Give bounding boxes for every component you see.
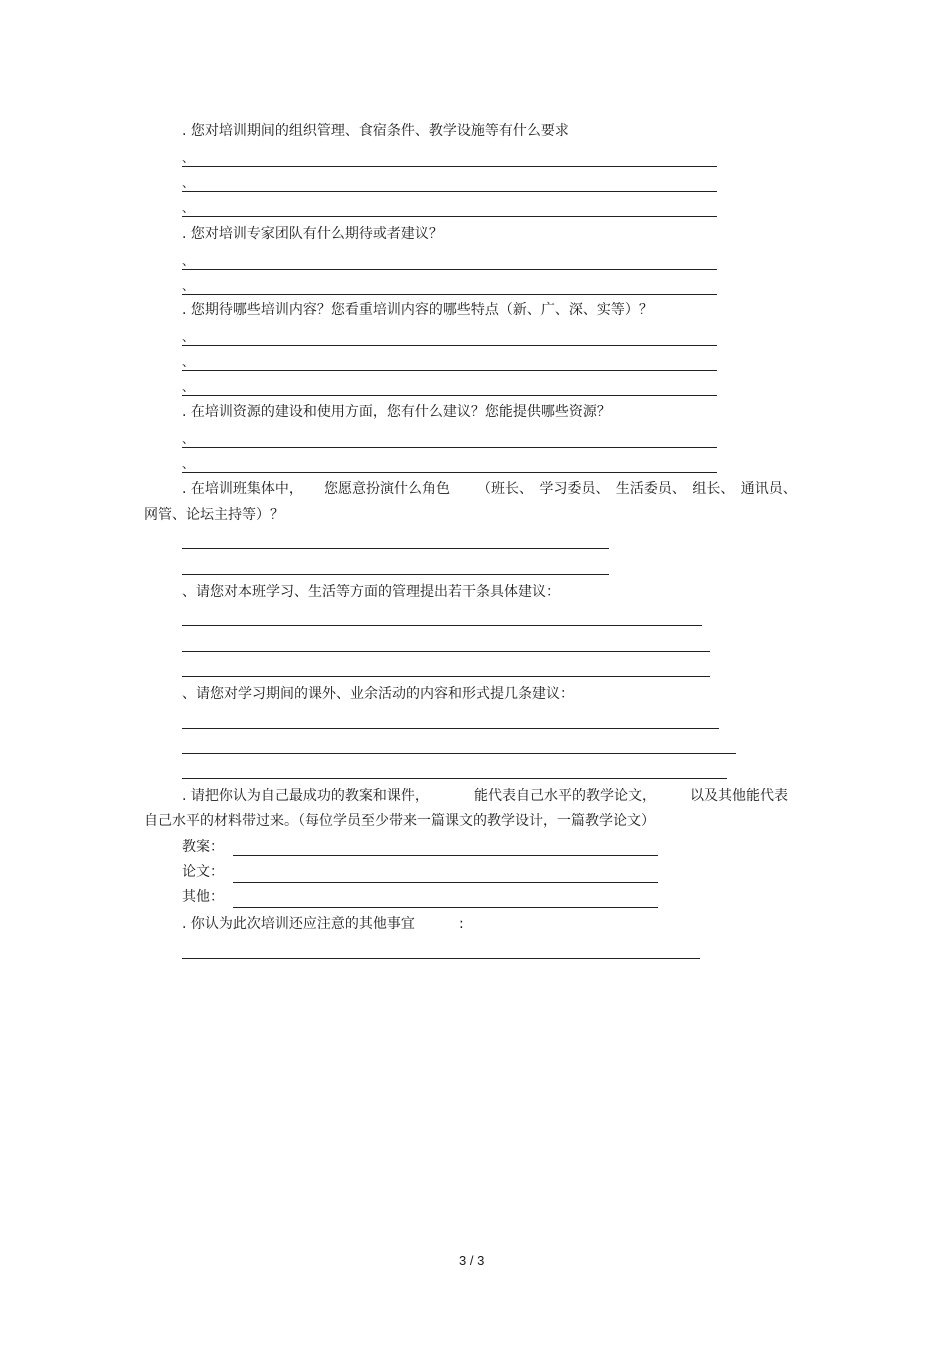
answer-line[interactable] — [182, 625, 702, 626]
question-2: . 您对培训专家团队有什么期待或者建议？ — [182, 226, 443, 242]
question-5-part-3: （班长、 学习委员、 生活委员、 组长、 通讯员、 — [477, 481, 797, 497]
question-8-part-3: 以及其他能代表 — [690, 788, 788, 804]
answer-line[interactable] — [182, 651, 710, 652]
question-5-part-1: . 在培训班集体中， — [182, 481, 303, 497]
lunwen-field[interactable] — [233, 882, 658, 883]
question-9: . 你认为此次培训还应注意的其他事宜 — [182, 916, 415, 932]
answer-line[interactable] — [182, 395, 717, 396]
answer-line[interactable] — [182, 548, 609, 549]
answer-mark: 、 — [182, 355, 195, 369]
answer-line[interactable] — [182, 728, 719, 729]
field-label-jiaoan: 教案： — [182, 839, 224, 855]
question-5-line-2: 网管、论坛主持等）？ — [144, 507, 284, 523]
answer-line[interactable] — [182, 269, 717, 270]
question-6: 、请您对本班学习、生活等方面的管理提出若干条具体建议： — [182, 584, 560, 600]
answer-mark: 、 — [182, 457, 195, 471]
question-5-part-2: 您愿意扮演什么角色 — [324, 481, 450, 497]
field-label-qita: 其他： — [182, 889, 224, 905]
answer-line[interactable] — [182, 191, 717, 192]
question-8-line-2: 自己水平的材料带过来。（每位学员至少带来一篇课文的教学设计，一篇教学论文） — [144, 813, 655, 829]
answer-mark: 、 — [182, 151, 195, 165]
qita-field[interactable] — [233, 907, 658, 908]
answer-line[interactable] — [182, 753, 736, 754]
answer-line[interactable] — [182, 472, 717, 473]
answer-line[interactable] — [182, 447, 717, 448]
answer-mark: 、 — [182, 201, 195, 215]
page-number: 3 / 3 — [459, 1253, 485, 1268]
answer-mark: 、 — [182, 330, 195, 344]
answer-mark: 、 — [182, 254, 195, 268]
question-3: . 您期待哪些培训内容？您看重培训内容的哪些特点（新、广、深、实等）？ — [182, 302, 653, 318]
question-8-part-1: . 请把你认为自己最成功的教案和课件， — [182, 788, 429, 804]
question-7: 、请您对学习期间的课外、业余活动的内容和形式提几条建议： — [182, 686, 574, 702]
jiaoan-field[interactable] — [233, 855, 658, 856]
answer-line[interactable] — [182, 574, 609, 575]
answer-mark: 、 — [182, 432, 195, 446]
question-9-colon: : — [459, 916, 464, 932]
answer-line[interactable] — [182, 676, 710, 677]
answer-line[interactable] — [182, 216, 717, 217]
answer-line[interactable] — [182, 345, 717, 346]
answer-line[interactable] — [182, 778, 727, 779]
answer-mark: 、 — [182, 176, 195, 190]
answer-mark: 、 — [182, 380, 195, 394]
question-1: . 您对培训期间的组织管理、食宿条件、教学设施等有什么要求 — [182, 123, 569, 139]
answer-line[interactable] — [182, 958, 700, 959]
answer-mark: 、 — [182, 279, 195, 293]
answer-line[interactable] — [182, 166, 717, 167]
question-4: . 在培训资源的建设和使用方面，您有什么建议？您能提供哪些资源？ — [182, 404, 611, 420]
field-label-lunwen: 论文： — [182, 864, 224, 880]
question-8-part-2: 能代表自己水平的教学论文， — [474, 788, 656, 804]
answer-line[interactable] — [182, 370, 717, 371]
answer-line[interactable] — [182, 294, 717, 295]
